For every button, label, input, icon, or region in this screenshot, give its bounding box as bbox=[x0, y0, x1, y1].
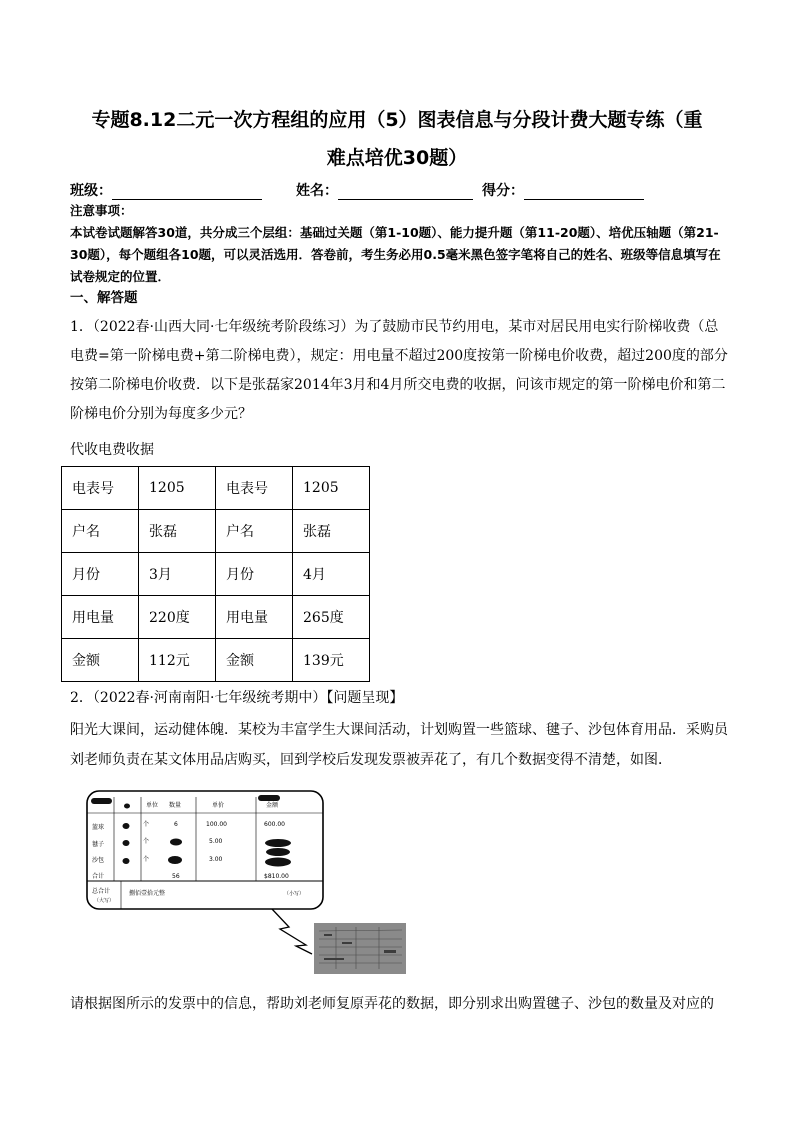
invoice-total-qty: 56 bbox=[172, 873, 180, 880]
zoom-lightning-connector bbox=[272, 909, 312, 954]
receipt-cell: 户名 bbox=[216, 510, 293, 553]
receipt-cell: 金额 bbox=[216, 639, 293, 682]
receipt-cell: 用电量 bbox=[62, 596, 139, 639]
invoice-row1-qty: 6 bbox=[174, 821, 178, 828]
invoice-sum-small: （小写） bbox=[284, 891, 305, 897]
invoice-row1-item: 篮球 bbox=[92, 824, 105, 831]
name-label: 姓名： bbox=[296, 183, 338, 199]
notes-heading: 注意事项： bbox=[70, 203, 133, 218]
invoice-header-qty: 数量 bbox=[169, 802, 182, 809]
invoice-row2-item: 毽子 bbox=[92, 841, 105, 848]
invoice-stamp-blot bbox=[91, 798, 112, 804]
invoice-row3-item: 沙包 bbox=[92, 857, 105, 864]
receipt-cell: 用电量 bbox=[216, 596, 293, 639]
name-blank[interactable] bbox=[338, 183, 473, 200]
invoice-top-blot bbox=[258, 795, 280, 801]
receipt-cell: 3月 bbox=[139, 553, 216, 596]
receipt-cell: 金额 bbox=[62, 639, 139, 682]
invoice-header-unit: 单位 bbox=[146, 802, 159, 809]
invoice-total-label: 合计 bbox=[92, 873, 105, 880]
notes-text: 本试卷试题解答30道，共分成三个层组：基础过关题（第1-10题）、能力提升题（第11-20题）、培优压轴题（第21-30题），每个题组各10题，可以灵活选用．答卷前，考生务必用0.5毫米黑色签字笔将自己的姓名、班级等信息填写在试卷规定的位置． bbox=[70, 225, 721, 284]
score-field[interactable] bbox=[482, 180, 644, 200]
invoice-row1-price: 100.00 bbox=[206, 821, 227, 828]
invoice-row1-unit: 个 bbox=[143, 821, 150, 828]
electricity-receipt-table bbox=[61, 466, 370, 682]
section-heading: 一、解答题 bbox=[70, 290, 138, 306]
receipt-cell: 户名 bbox=[62, 510, 139, 553]
class-field[interactable] bbox=[70, 180, 262, 200]
blurred-invoice-figure bbox=[84, 789, 406, 974]
receipt-cell: 1205 bbox=[293, 467, 370, 510]
receipt-cell: 1205 bbox=[139, 467, 216, 510]
receipt-row bbox=[62, 553, 370, 596]
question-2-text: 阳光大课间，运动健体魄．某校为丰富学生大课间活动，计划购置一些篮球、毽子、沙包体育用品．采购员刘老师负责在某文体用品店购买，回到学校后发现发票被弄花了，有几个数据变得不清楚，如图． bbox=[70, 722, 728, 768]
invoice-row3-price: 3.00 bbox=[209, 856, 223, 863]
receipt-cell: 220度 bbox=[139, 596, 216, 639]
name-field[interactable] bbox=[296, 180, 473, 200]
invoice-row3-unit: 个 bbox=[143, 856, 150, 863]
class-label: 班级： bbox=[70, 183, 112, 199]
invoice-sum-sub: （大写） bbox=[94, 898, 115, 904]
invoice-sum-label: 总合计 bbox=[92, 888, 111, 895]
invoice-total-amount: $810.00 bbox=[264, 873, 289, 880]
document-title-line-2: 难点培优30题） bbox=[326, 147, 468, 169]
question-2-last-line: 请根据图所示的发票中的信息，帮助刘老师复原弄花的数据，即分别求出购置毽子、沙包的数量及对应的 bbox=[70, 996, 714, 1012]
invoice-row2-price: 5.00 bbox=[209, 838, 223, 845]
receipt-row bbox=[62, 639, 370, 682]
receipt-cell: 265度 bbox=[293, 596, 370, 639]
receipt-cell: 电表号 bbox=[216, 467, 293, 510]
receipt-cell: 月份 bbox=[62, 553, 139, 596]
receipt-cell: 139元 bbox=[293, 639, 370, 682]
student-info-fields bbox=[70, 180, 730, 202]
receipt-row bbox=[62, 596, 370, 639]
notes-block bbox=[70, 200, 730, 288]
question-1-text: 1．（2022春·山西大同·七年级统考阶段练习）为了鼓励市民节约用电，某市对居民用电实行阶梯收费（总电费=第一阶梯电费+第二阶梯电费），规定：用电量不超过200度按第一阶梯电价收费，超过200度的部分按第二阶梯电价收费．以下是张磊家2014年3月和4月所交电费的收据，问该市规定的第一阶梯电价和第二阶梯电价分别为每度多少元？ bbox=[70, 319, 728, 422]
receipt-cell: 4月 bbox=[293, 553, 370, 596]
receipt-cell: 电表号 bbox=[62, 467, 139, 510]
receipt-cell: 月份 bbox=[216, 553, 293, 596]
document-title-line-1: 专题8.12二元一次方程组的应用（5）图表信息与分段计费大题专练（重 bbox=[91, 109, 703, 131]
invoice-header-amount: 金额 bbox=[266, 802, 279, 809]
class-blank[interactable] bbox=[112, 183, 262, 200]
receipt-row bbox=[62, 510, 370, 553]
receipt-cell: 张磊 bbox=[139, 510, 216, 553]
score-blank[interactable] bbox=[524, 183, 644, 200]
invoice-header-price: 单价 bbox=[212, 802, 225, 809]
invoice-sum-value: 捌佰壹拾元整 bbox=[129, 890, 166, 897]
receipt-cell: 112元 bbox=[139, 639, 216, 682]
score-label: 得分： bbox=[482, 183, 524, 199]
question-2-heading: 2．（2022春·河南南阳·七年级统考期中）【问题呈现】 bbox=[70, 690, 404, 706]
receipt-row bbox=[62, 467, 370, 510]
receipt-cell: 张磊 bbox=[293, 510, 370, 553]
invoice-row1-amount: 600.00 bbox=[264, 821, 285, 828]
receipt-caption: 代收电费收据 bbox=[70, 442, 154, 458]
invoice-row2-unit: 个 bbox=[143, 838, 150, 845]
